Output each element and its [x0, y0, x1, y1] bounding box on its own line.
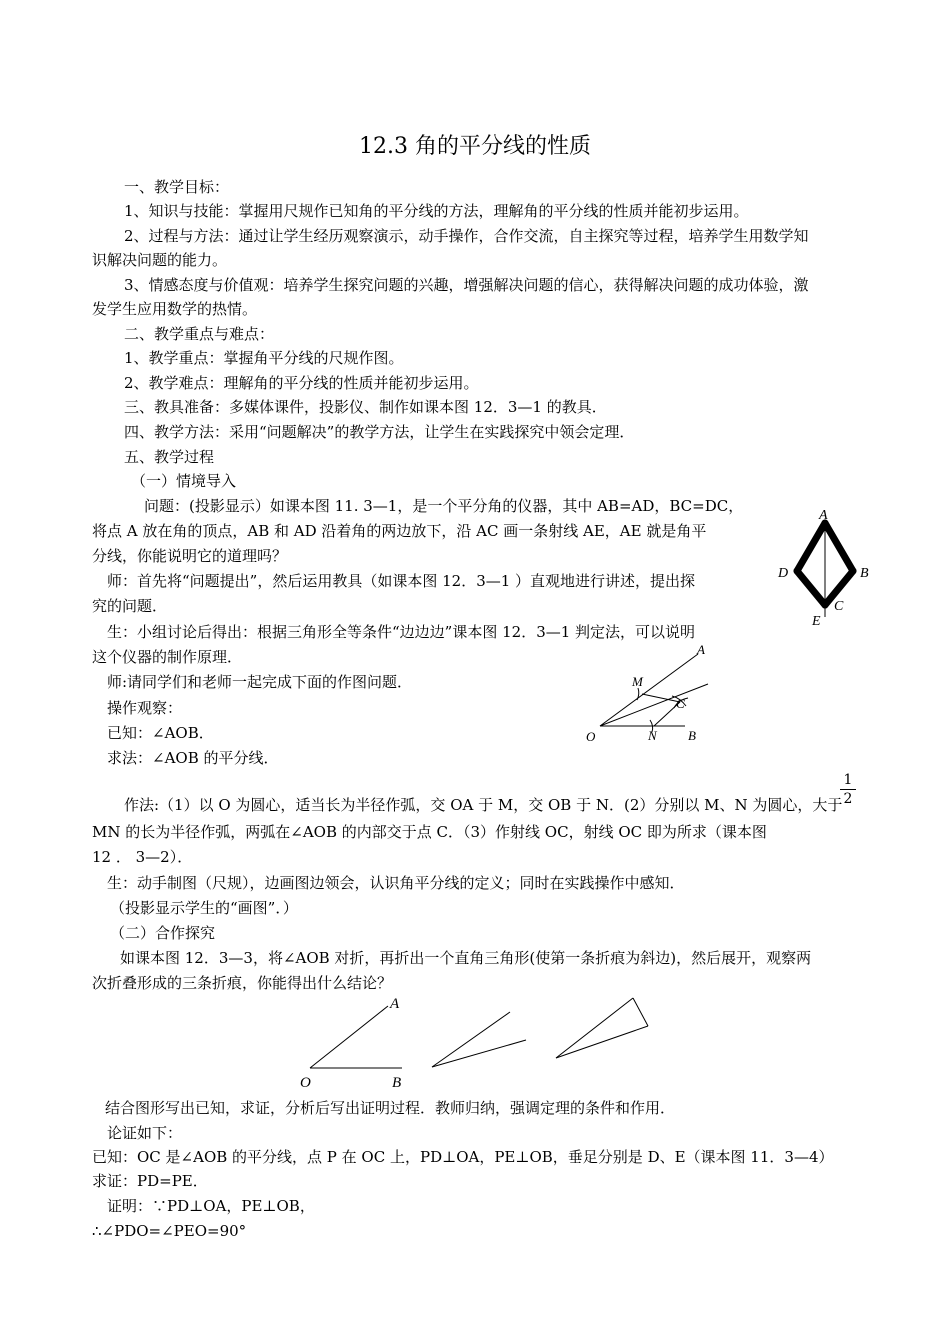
- label-A: A: [390, 996, 400, 1012]
- proof-given: 已知：OC 是∠AOB 的平分线，点 P 在 OC 上，PD⊥OA，PE⊥OB，垂足分别是 D、E（课本图 11．3—4）: [92, 1148, 834, 1166]
- label-B: B: [688, 728, 696, 743]
- proof-prove: 求证：PD=PE．: [92, 1172, 208, 1190]
- section-methods: 四、教学方法：采用“问题解决”的教学方法，让学生在实践探究中领会定理．: [124, 423, 635, 441]
- part1-heading: （一）情境导入: [131, 472, 237, 490]
- section-tools: 三、教具准备：多媒体课件，投影仪、制作如课本图 12．3—1 的教具．: [124, 398, 607, 416]
- proof-step2: ∴∠PDO=∠PEO=90°: [92, 1222, 247, 1240]
- label-O: O: [300, 1075, 311, 1090]
- label-D: D: [778, 566, 789, 581]
- fraction-bar: [840, 789, 856, 790]
- figure-bisector-instrument: [770, 505, 880, 630]
- student-line2: 这个仪器的制作原理．: [92, 648, 243, 666]
- fold-line1: 如课本图 12．3—3，将∠AOB 对折，再折出一个直角三角形(使第一条折痕为斜边)，然后展开，观察两: [120, 949, 812, 967]
- question-line2: 将点 A 放在角的顶点，AB 和 AD 沿着角的两边放下，沿 AC 画一条射线 AE，AE 就是角平: [92, 522, 707, 540]
- fraction-denominator: 2: [843, 791, 853, 807]
- teacher-line2: 究的问题．: [92, 597, 168, 615]
- label-C: C: [676, 696, 685, 711]
- fraction-numerator: 1: [843, 772, 853, 788]
- projection-note: （投影显示学生的“画图”．）: [110, 899, 298, 917]
- given-angle: 已知：∠AOB．: [107, 724, 214, 742]
- page-title: 12.3 角的平分线的性质: [359, 134, 591, 159]
- objective-attitude-line2: 发学生应用数学的热情。: [92, 300, 258, 318]
- section-objectives-heading: 一、教学目标：: [124, 178, 230, 196]
- objective-process-line1: 2、过程与方法：通过让学生经历观察演示，动手操作，合作交流，自主探究等过程，培养学生用数学知: [124, 227, 809, 245]
- label-O: O: [586, 729, 596, 744]
- teacher-line3: 师:请同学们和老师一起完成下面的作图问题．: [107, 673, 413, 691]
- proof-step1: 证明：∵PD⊥OA，PE⊥OB，: [107, 1197, 315, 1215]
- question-line3: 分线，你能说明它的道理吗？: [92, 547, 288, 565]
- section-process-heading: 五、教学过程: [124, 448, 215, 466]
- find-bisector: 求法：∠AOB 的平分线．: [107, 749, 279, 767]
- student-drawing: 生：动手制图（尺规），边画图边领会，认识角平分线的定义；同时在实践操作中感知．: [107, 874, 685, 892]
- method-line1: 作法:（1）以 O 为圆心，适当长为半径作弧，交 OA 于 M，交 OB 于 N．(2）分别以 M、N 为圆心，大于: [124, 796, 843, 814]
- section-keypoints-heading: 二、教学重点与难点：: [124, 325, 275, 343]
- keypoint-focus: 1、教学重点：掌握角平分线的尺规作图。: [124, 349, 404, 367]
- label-A: A: [697, 642, 705, 657]
- objective-attitude-line1: 3、情感态度与价值观：培养学生探究问题的兴趣，增强解决问题的信心，获得解决问题的成功体验，激: [124, 276, 809, 294]
- part2-heading: （二）合作探究: [110, 924, 216, 942]
- label-E: E: [812, 614, 821, 629]
- label-C: C: [834, 599, 844, 614]
- method-line2: MN 的长为半径作弧，两弧在∠AOB 的内部交于点 C．（3）作射线 OC，射线 OC 即为所求（课本图: [92, 823, 767, 841]
- label-M: M: [632, 674, 643, 689]
- combine-figure: 结合图形写出已知，求证，分析后写出证明过程．教师归纳，强调定理的条件和作用．: [105, 1099, 676, 1117]
- figure-angle-folding: [290, 990, 670, 1090]
- objective-knowledge: 1、知识与技能：掌握用尺规作已知角的平分线的方法，理解角的平分线的性质并能初步运用。: [124, 202, 749, 220]
- operation-observe: 操作观察：: [107, 699, 183, 717]
- proof-intro: 论证如下：: [107, 1124, 183, 1142]
- method-line3: 12 ． 3—2）．: [92, 848, 193, 866]
- keypoint-difficulty: 2、教学难点：理解角的平分线的性质并能初步运用。: [124, 374, 479, 392]
- objective-process-line2: 识解决问题的能力。: [92, 251, 228, 269]
- label-B: B: [392, 1075, 402, 1090]
- question-line1: 问题：(投影显示）如课本图 11. 3—1，是一个平分角的仪器，其中 AB=AD，BC=DC，: [144, 497, 744, 515]
- teacher-line1: 师：首先将“问题提出”，然后运用教具（如课本图 12．3—1 ）直观地进行讲述，提出探: [107, 572, 696, 590]
- figure-bisector-construction: [580, 640, 720, 750]
- label-B: B: [860, 566, 869, 581]
- label-A: A: [819, 508, 828, 523]
- label-N: N: [648, 728, 657, 743]
- fold-line2: 次折叠形成的三条折痕，你能得出什么结论？: [92, 974, 393, 992]
- student-line1: 生：小组讨论后得出：根据三角形全等条件“边边边”课本图 12．3—1 判定法，可以说明: [107, 623, 696, 641]
